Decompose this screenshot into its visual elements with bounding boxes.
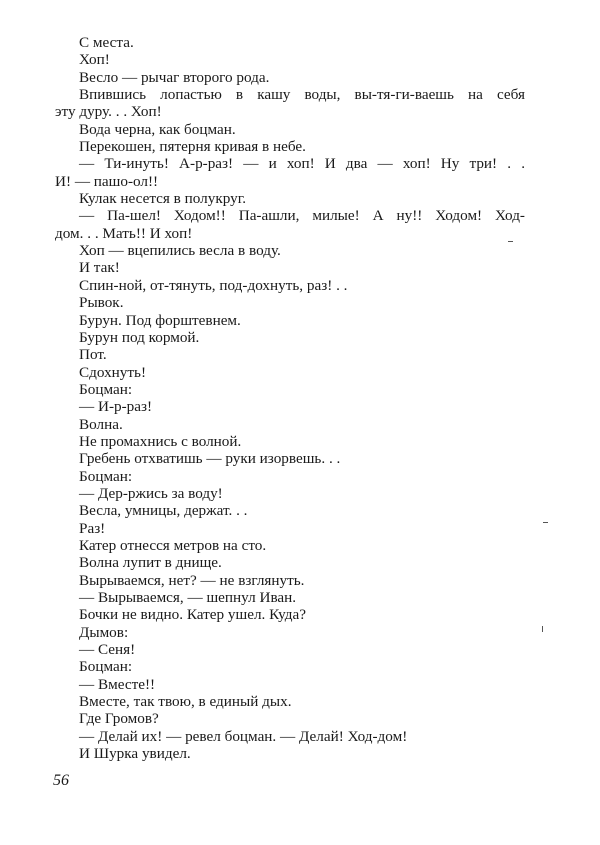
text-line: Хоп! [79, 51, 110, 69]
text-line: Волна. [79, 415, 123, 433]
text-line: Впившись лопастью в кашу воды, вы-тя-ги-ваешь на себя [79, 86, 525, 104]
text-line: Волна лупит в днище. [79, 554, 222, 572]
text-line: Перекошен, пятерня кривая в небе. [79, 138, 306, 156]
text-line: — Вырываемся, — шепнул Иван. [79, 589, 297, 606]
page-text-body [55, 34, 525, 762]
text-line: Не промахнись с волной. [79, 432, 242, 450]
text-line: Вместе, так твою, в единый дых. [79, 693, 292, 711]
text-line: Рывок. [79, 294, 124, 312]
text-line: Боцман: [79, 380, 133, 398]
text-line: Пот. [79, 346, 107, 364]
text-line: — Вместе!! [79, 675, 156, 693]
text-line: Гребень отхватишь — руки изорвешь. . . [79, 450, 341, 468]
text-line: И! — пашо-ол!! [55, 172, 159, 190]
text-line: Бочки не видно. Катер ушел. Куда? [79, 606, 306, 624]
text-line: Раз! [79, 519, 106, 537]
text-line: Весла, умницы, держат. . . [79, 502, 248, 520]
text-line: — Делай их! — ревел боцман. — Делай! Ход-дом! [79, 727, 408, 745]
scan-artifact [508, 241, 513, 242]
text-line: — Дер-ржись за воду! [79, 484, 223, 502]
text-line: — Па-шел! Ходом!! Па-ашли, милые! А ну!! Ходом! Ход- [79, 207, 525, 225]
text-line: Дымов: [79, 623, 129, 641]
text-line: С места. [79, 34, 134, 51]
text-line: Бурун под кормой. [79, 328, 200, 346]
text-line: — И-р-раз! [79, 398, 153, 416]
text-line: — Ти-инуть! А-р-раз! — и хоп! И два — хоп! Ну три! . . [79, 155, 525, 173]
text-line: дом. . . Мать!! И хоп! [55, 224, 193, 242]
text-line: эту дуру. . . Хоп! [55, 103, 162, 121]
text-line: Боцман: [79, 658, 133, 676]
text-line: Бурун. Под форштевнем. [79, 311, 241, 329]
page-number: 56 [53, 772, 69, 789]
text-line: Спин-ной, от-тянуть, под-дохнуть, раз! . . [79, 276, 348, 294]
text-line: — Сеня! [79, 641, 136, 659]
text-line: Кулак несется в полукруг. [79, 190, 247, 208]
text-line: Вода черна, как боцман. [79, 120, 236, 138]
text-line: И Шурка увидел. [79, 745, 191, 763]
scan-artifact [542, 626, 543, 632]
scan-artifact [543, 522, 548, 523]
text-line: Сдохнуть! [79, 363, 147, 381]
text-line: Вырываемся, нет? — не взглянуть. [79, 571, 305, 589]
text-line: Весло — рычаг второго рода. [79, 68, 270, 86]
text-line: Хоп — вцепились весла в воду. [79, 242, 281, 260]
text-line: И так! [79, 259, 120, 277]
text-line: Боцман: [79, 467, 133, 485]
text-line: Где Громов? [79, 710, 159, 728]
text-line: Катер отнесся метров на сто. [79, 536, 267, 554]
